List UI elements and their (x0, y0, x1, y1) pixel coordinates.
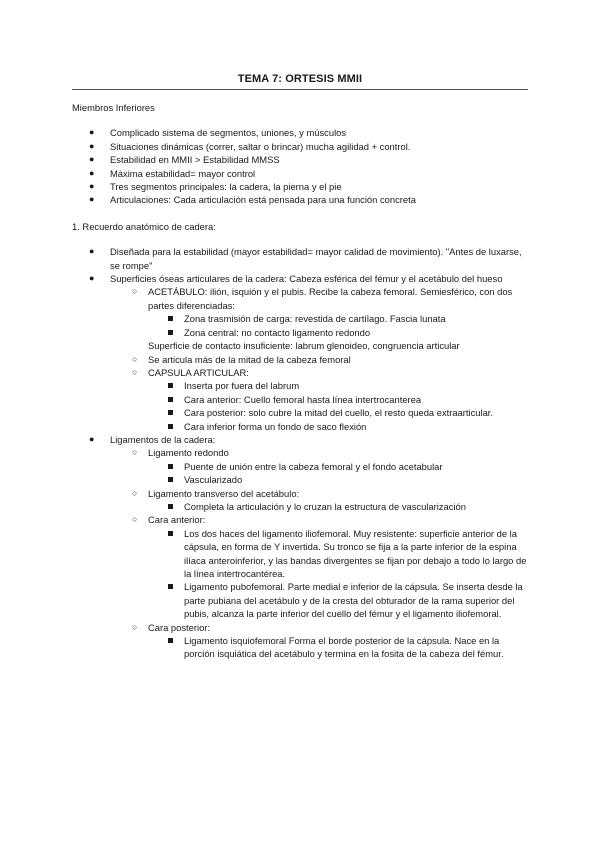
bullet-square-icon (168, 504, 173, 509)
list-item: ● Tres segmentos principales: la cadera, la pierna y el pie (89, 181, 342, 193)
list-item: ● Estabilidad en MMII > Estabilidad MMSS (89, 154, 280, 166)
bullet-square-icon (168, 383, 173, 388)
list-item: ○ Cara posterior: Ligamento isquiofemoral Forma el borde posterior de la cápsula. Nace en la porción isquiática del acetábulo y termina en la fosita de la cabeza del fémur. (130, 621, 532, 661)
bullet-square-icon (168, 638, 173, 643)
bullet-square-icon (168, 584, 173, 589)
list-item: ○ Se articula más de la mitad de la cabeza femoral (132, 353, 351, 365)
bullet-circle-icon: ○ (132, 286, 138, 297)
bullet-square-icon (168, 330, 173, 335)
bullet-square-icon (168, 410, 173, 415)
sublist (166, 500, 532, 513)
list-item: Puente de unión entre la cabeza femoral y el fondo acetabular (166, 460, 532, 473)
note-text: Superficie de contacto insuficiente: labrum glenoideo, congruencia articular (148, 340, 460, 352)
list-item: ● Diseñada para la estabilidad (mayor estabilidad= mayor calidad de movimiento). "Antes de luxarse, se rompe" (89, 246, 522, 271)
intro-heading: Miembros Inferiores (72, 102, 155, 113)
list-item: ● Máxima estabilidad= mayor control (89, 167, 256, 179)
list-item: ● Ligamentos de la cadera: ○ Ligamento redondo Puente de unión entre la cabeza femoral y el fondo acetabular Vascularizado ○ Ligamento transverso del acetábulo: Completa la articulación y lo cruzan la estructura de vascularización ○ Cara anterior: Los dos haces del ligamento iliofemoral. Muy resistente: superficie anterior de la cápsula, en forma de Y invertida. Su tronco se fija a la parte inferior de la espina ilíaca anteroinferior, y las bandas divergentes se fijan por debajo a todo lo largo de la línea intertrocantérea. Ligamento pubofemoral. Parte medial e inferior de la cápsula. Se inserta desde la parte pubiana del acetábulo y de la cresta del obturador de la rama superior del pubis, alcanza la parte inferior del cuello del fémur y el ligamento iliofemoral. ○ Cara posterior: Ligamento isquiofemoral Forma el borde posterior de la cápsula. Nace en la porción isquiática del acetábulo y termina en la fosita de la cabeza del fémur. (72, 433, 532, 661)
list-item: Vascularizado (166, 473, 532, 486)
list-item: Zona trasmisión de carga: revestida de cartílago. Fascia lunata (166, 312, 532, 325)
list-item: Los dos haces del ligamento iliofemoral. Muy resistente: superficie anterior de la cápsula, en forma de Y invertida. Su tronco se fija a la parte inferior de la espina ilíaca anteroinferior, y las bandas divergentes se fijan por debajo a todo lo largo de la línea intertrocantérea. (166, 527, 532, 581)
list-item: Ligamento pubofemoral. Parte medial e inferior de la cápsula. Se inserta desde la parte pubiana del acetábulo y de la cresta del obturador de la rama superior del pubis, alcanza la parte inferior del cuello del fémur y el ligamento iliofemoral. (166, 580, 532, 620)
bullet-square-icon (168, 464, 173, 469)
bullet-circle-icon: ○ (132, 447, 138, 458)
list-item: ○ Ligamento transverso del acetábulo: Completa la articulación y lo cruzan la estructura de vascularización (130, 487, 532, 514)
list-item: ○ Ligamento redondo Puente de unión entre la cabeza femoral y el fondo acetabular Vascularizado (130, 446, 532, 486)
document-body (72, 101, 532, 661)
bullet-dot-icon: ● (89, 246, 95, 257)
list-item: ○ CAPSULA ARTICULAR: Inserta por fuera del labrum Cara anterior: Cuello femoral hasta línea intertrocanterea Cara posterior: solo cubre la mitad del cuello, el resto queda extraarticular. Cara inferior forma un fondo de saco flexión (130, 366, 532, 433)
bullet-dot-icon: ● (89, 154, 95, 165)
list-item: ● Articulaciones: Cada articulación está pensada para una función concreta (89, 194, 416, 206)
list-item: Cara posterior: solo cubre la mitad del cuello, el resto queda extraarticular. (166, 406, 532, 419)
sublist (166, 460, 532, 487)
list-item: Cara inferior forma un fondo de saco flexión (166, 420, 532, 433)
bullet-dot-icon: ● (89, 181, 95, 192)
list-item: ● Situaciones dinámicas (correr, saltar o brincar) mucha agilidad + control. (89, 140, 411, 152)
bullet-dot-icon: ● (89, 273, 95, 284)
bullet-square-icon (168, 397, 173, 402)
bullet-square-icon (168, 477, 173, 482)
title-divider (72, 89, 528, 90)
sublist (166, 527, 532, 621)
intro-list (72, 126, 532, 206)
list-item: ○ Cara anterior: Los dos haces del ligamento iliofemoral. Muy resistente: superficie anterior de la cápsula, en forma de Y invertida. Su tronco se fija a la parte inferior de la espina ilíaca anteroinferior, y las bandas divergentes se fijan por debajo a todo lo largo de la línea intertrocantérea. Ligamento pubofemoral. Parte medial e inferior de la cápsula. Se inserta desde la parte pubiana del acetábulo y de la cresta del obturador de la rama superior del pubis, alcanza la parte inferior del cuello del fémur y el ligamento iliofemoral. (130, 513, 532, 620)
bullet-circle-icon: ○ (132, 366, 138, 377)
sublist (166, 379, 532, 433)
bullet-circle-icon: ○ (132, 514, 138, 525)
sublist (130, 446, 532, 661)
list-item: Zona central: no contacto ligamento redondo (166, 326, 532, 339)
bullet-dot-icon: ● (89, 167, 95, 178)
bullet-circle-icon: ○ (132, 621, 138, 632)
page-title: TEMA 7: ORTESIS MMII (237, 73, 363, 85)
list-item: ● Superficies óseas articulares de la cadera: Cabeza esférica del fémur y el acetábulo del hueso ○ ACETÁBULO: ilión, isquión y el pubis. Recibe la cabeza femoral. Semiesférico, con dos partes diferenciadas: Zona trasmisión de carga: revestida de cartílago. Fascia lunata Zona central: no contacto ligamento redondo Superficie de contacto insuficiente: labrum glenoideo, congruencia articular ○ Se articula más de la mitad de la cabeza femoral ○ CAPSULA ARTICULAR: Inserta por fuera del labrum Cara anterior: Cuello femoral hasta línea intertrocanterea Cara posterior: solo cubre la mitad del cuello, el resto queda extraarticular. Cara inferior forma un fondo de saco flexión (72, 272, 532, 433)
sublist (166, 634, 532, 661)
list-item: Completa la articulación y lo cruzan la estructura de vascularización (166, 500, 532, 513)
bullet-square-icon (168, 316, 173, 321)
list-item: ● Complicado sistema de segmentos, uniones, y músculos (89, 127, 347, 139)
list-item: Inserta por fuera del labrum (166, 379, 532, 392)
bullet-circle-icon: ○ (132, 353, 138, 364)
bullet-square-icon (168, 424, 173, 429)
bullet-square-icon (168, 531, 173, 536)
bullet-dot-icon: ● (89, 194, 95, 205)
bullet-dot-icon: ● (89, 433, 95, 444)
sublist (130, 353, 532, 433)
section-heading: 1. Recuerdo anatómico de cadera: (72, 220, 216, 232)
section1-list (72, 245, 532, 661)
list-item: ○ ACETÁBULO: ilión, isquión y el pubis. Recibe la cabeza femoral. Semiesférico, con dos partes diferenciadas: Zona trasmisión de carga: revestida de cartílago. Fascia lunata Zona central: no contacto ligamento redondo (130, 285, 532, 339)
bullet-dot-icon: ● (89, 127, 95, 138)
list-item: Ligamento isquiofemoral Forma el borde posterior de la cápsula. Nace en la porción isquiática del acetábulo y termina en la fosita de la cabeza del fémur. (166, 634, 532, 661)
sublist (130, 285, 532, 339)
sublist (166, 312, 532, 339)
bullet-dot-icon: ● (89, 140, 95, 151)
bullet-circle-icon: ○ (132, 487, 138, 498)
list-item: Cara anterior: Cuello femoral hasta línea intertrocanterea (166, 393, 532, 406)
